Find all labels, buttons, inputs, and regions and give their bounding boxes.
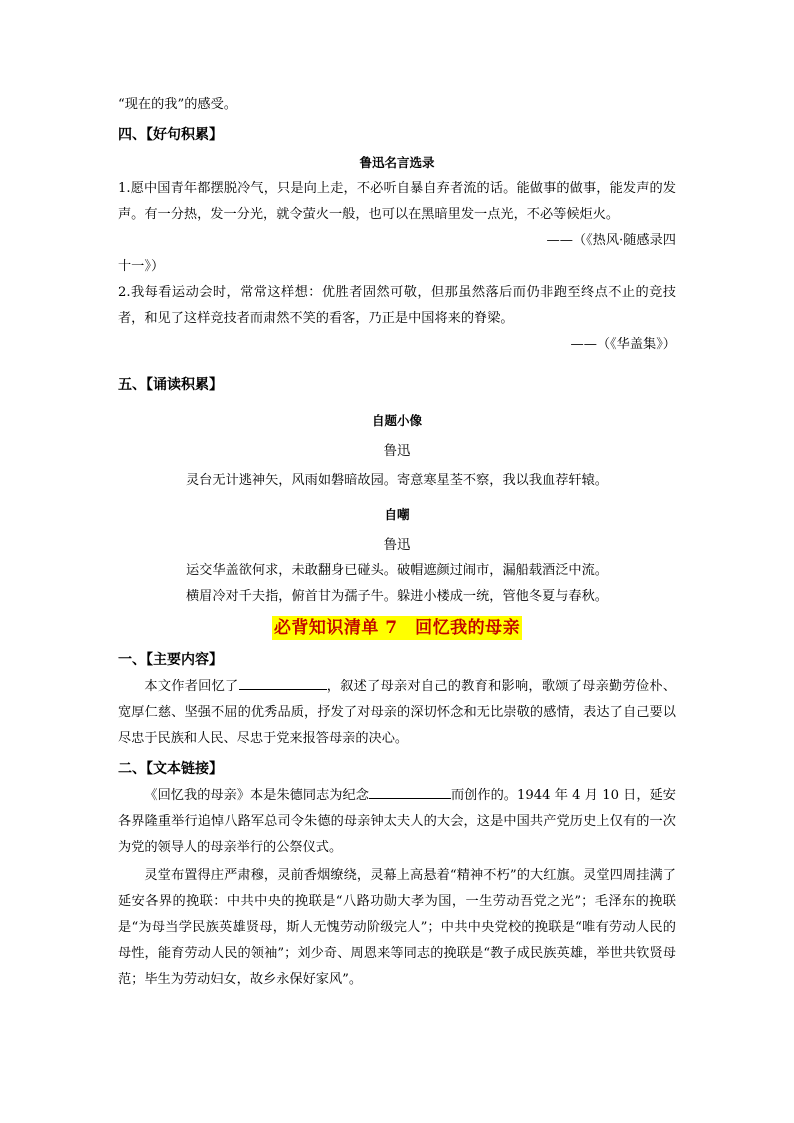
poem-2-line: 横眉冷对千夫指，俯首甘为孺子牛。躲进小楼成一统，管他冬夏与春秋。: [186, 589, 608, 604]
text-link-paragraph-2: 灵堂布置得庄严肃穆，灵前香烟缭绕，灵幕上高悬着“精神不朽”的大红旗。灵堂四周挂满了延安各界的挽联：中共中央的挽联是“八路功勋大孝为国，一生劳动吾党之光”；毛泽东的挽联是“为母当学民族英雄贤母，斯人无愧劳动阶级完人”；中共中央党校的挽联是“唯有劳动人民的母性，能育劳动人民的领袖”；刘少奇、周恩来等同志的挽联是“教子成民族英雄，举世共钦贤母范；毕生为劳动妇女，故乡永保好家风”。: [118, 868, 676, 987]
main-content-text-start: 本文作者回忆了: [144, 679, 239, 694]
chapter-banner: 必背知识清单 7 回忆我的母亲: [273, 618, 521, 638]
text-link-heading: 二、【文本链接】: [118, 761, 223, 777]
main-content-heading: 一、【主要内容】: [118, 652, 223, 668]
text-link-paragraph-1: [118, 782, 676, 861]
section-5-heading: 五、【诵读积累】: [118, 377, 223, 393]
main-content-text-end: ，叙述了母亲对自己的教育和影响，歌颂了母亲勤劳俭朴、宽厚仁慈、坚强不屈的优秀品质，抒发了对母亲的深切怀念和无比崇敬的感情，表达了自己要以尽忠于民族和人民、尽忠于党来报答母亲的决心。: [118, 679, 677, 746]
fill-in-blank-1: [239, 673, 327, 690]
quote-item-2: 2.我每看运动会时，常常这样想：优胜者固然可敬，但那虽然落后而仍非跑至终点不止的竞技者，和见了这样竞技者而肃然不笑的看客，乃正是中国将来的脊梁。: [118, 285, 676, 326]
quotes-subtitle: 鲁迅名言选录: [359, 155, 435, 170]
continuation-line: “现在的我”的感受。: [118, 97, 237, 112]
poem-2-line: 运交华盖欲何求，未敢翻身已碰头。破帽遮颜过闹市，漏船载酒泛中流。: [186, 563, 608, 578]
banner-wrapper: [118, 616, 676, 643]
main-content-paragraph: [118, 673, 676, 752]
poem-1-author: 鲁迅: [383, 443, 411, 459]
quote-source-1-cont: 十一》）: [118, 259, 165, 274]
poem-1-title: 自题小像: [371, 413, 422, 428]
poem-2-title: 自嘲: [384, 507, 410, 522]
quote-source-1: ——（《热风·随感录四: [546, 233, 676, 248]
quote-source-2: ——（《华盖集》）: [570, 337, 676, 352]
text-link-p1-end: 而创作的。1944 年 4 月 10 日，延安各界隆重举行追悼八路军总司令朱德的母亲钟太夫人的大会，这是中国共产党历史上仅有的一次为党的领导人的母亲举行的公祭仪式。: [118, 788, 676, 855]
poem-1-line: 灵台无计逃神矢，风雨如磐暗故园。寄意寒星荃不察，我以我血荐轩辕。: [186, 473, 608, 488]
fill-in-blank-2: [369, 782, 451, 799]
poem-2-author: 鲁迅: [383, 537, 411, 553]
text-link-p1-start: 《回忆我的母亲》本是朱德同志为纪念: [144, 788, 369, 803]
section-4-heading: 四、【好句积累】: [118, 127, 223, 143]
quote-item-1: 1.愿中国青年都摆脱冷气，只是向上走，不必听自暴自弃者流的话。能做事的做事，能发声的发声。有一分热，发一分光，就令萤火一般，也可以在黑暗里发一点光，不必等候炬火。: [118, 181, 676, 222]
